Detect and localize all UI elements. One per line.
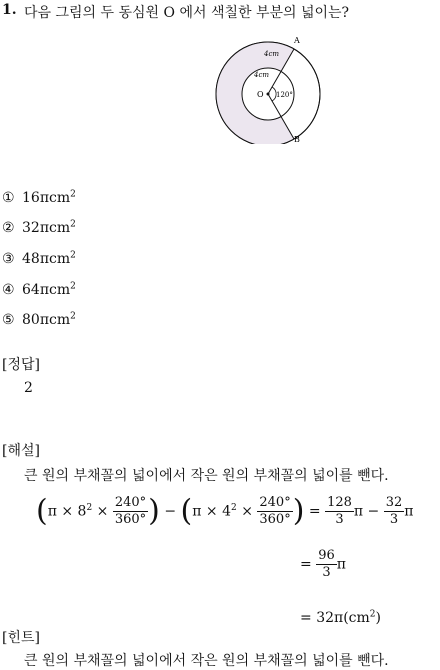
choice-mark: ⑤ xyxy=(2,312,15,328)
question-text: 다음 그림의 두 동심원 O 에서 색칠한 부분의 넓이는? xyxy=(24,5,350,21)
explanation-header: [해설] xyxy=(2,443,40,459)
fraction: $\frac{240^\circ}{360^\circ}$ xyxy=(259,495,291,527)
choice-4[interactable] xyxy=(2,282,76,298)
label-B: B xyxy=(294,135,300,144)
label-inner-radius: 4cm xyxy=(254,71,270,79)
choice-exponent: 2 xyxy=(70,219,76,230)
math-line-1: ($\pi \times 8^2$ × $\frac{240^\circ}{360^\circ}$ ) − ($\pi \times 4^2$ × $\frac{240^\circ}{360^\circ}$ ) = $\frac{128}{3}$ π − $\frac{32}{3}$ π xyxy=(36,493,414,529)
choice-mark: ③ xyxy=(2,251,15,267)
choice-mark: ① xyxy=(2,190,15,206)
choice-value: 16πcm xyxy=(22,190,71,206)
choice-5[interactable] xyxy=(2,312,76,328)
hint-header: [힌트] xyxy=(2,630,40,646)
choice-exponent: 2 xyxy=(70,189,76,200)
answer-value: 2 xyxy=(24,380,33,396)
fraction: $\frac{240^\circ}{360^\circ}$ xyxy=(114,495,147,527)
center-point xyxy=(267,93,270,96)
choice-value: 80πcm xyxy=(22,312,71,328)
hint-text: 큰 원의 부채꼴의 넓이에서 작은 원의 부채꼴의 넓이를 뺀다. xyxy=(24,653,389,669)
choice-mark: ④ xyxy=(2,282,15,298)
label-angle: 120° xyxy=(276,91,293,99)
fraction: $\frac{96}{3}$ xyxy=(318,548,335,580)
choice-mark: ② xyxy=(2,220,15,236)
choice-value: 48πcm xyxy=(22,251,71,267)
label-outer-radius: 4cm xyxy=(264,50,280,58)
choice-value: 32πcm xyxy=(22,220,71,236)
concentric-circles-figure xyxy=(214,34,324,144)
question-number: 1. xyxy=(2,2,17,18)
choice-2[interactable] xyxy=(2,220,76,236)
fraction: $\frac{128}{3}$ xyxy=(327,495,352,527)
explanation-text: 큰 원의 부채꼴의 넓이에서 작은 원의 부채꼴의 넓이를 뺀다. xyxy=(24,468,389,484)
answer-header: [정답] xyxy=(2,357,40,373)
choice-exponent: 2 xyxy=(70,250,76,261)
math-line-2: = $\frac{96}{3}$ π xyxy=(300,548,346,580)
choice-value: 64πcm xyxy=(22,282,71,298)
fraction: $\frac{32}{3}$ xyxy=(385,495,403,527)
label-A: A xyxy=(294,36,300,45)
choice-exponent: 2 xyxy=(70,281,76,292)
choice-3[interactable] xyxy=(2,251,76,267)
math-line-3: = $32\pi(cm^2)$ xyxy=(300,609,381,626)
choice-exponent: 2 xyxy=(70,311,76,322)
label-O: O xyxy=(257,90,264,99)
choice-1[interactable] xyxy=(2,190,76,206)
